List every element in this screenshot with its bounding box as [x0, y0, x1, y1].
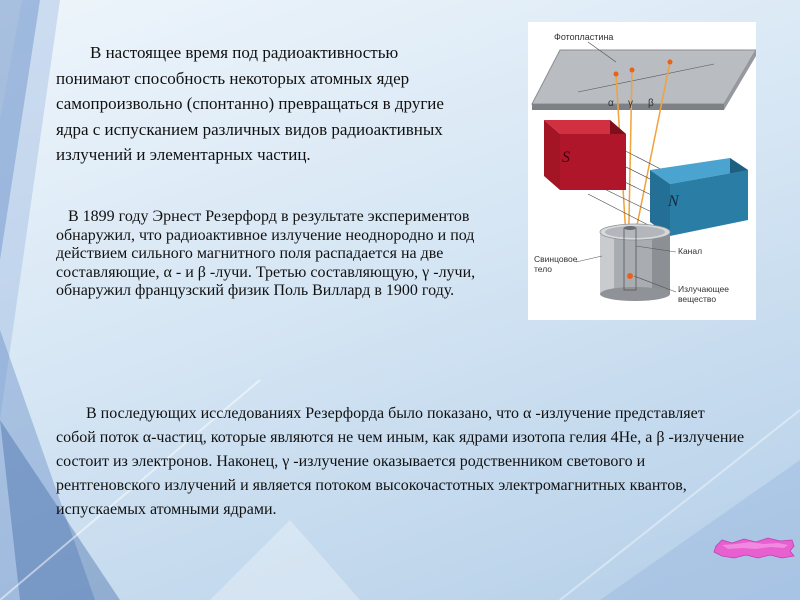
label-s: S: [562, 149, 570, 166]
label-n: N: [668, 193, 679, 210]
paragraph-rutherford-1899: В 1899 году Эрнест Резерфорд в результате экспериментов обнаружил, что радиоактивное излучение неоднородно и под действием сильного магнитного поля распадается на две составляющие, α - и β -лучи. Третью составляющую, γ -лучи, обнаружил французский физик Поль Виллард в 1900 году.: [56, 208, 476, 299]
label-source-2: вещество: [678, 294, 717, 304]
label-lead-body-2: тело: [534, 264, 553, 274]
magnet-s: [544, 120, 626, 190]
label-source-1: Излучающее: [678, 284, 730, 294]
label-alpha: α: [608, 98, 614, 109]
label-beta: β: [648, 98, 654, 109]
label-lead-body-1: Свинцовое: [534, 254, 578, 264]
rutherford-experiment-diagram: [528, 22, 756, 320]
paragraph-radioactivity-definition: В настоящее время под радиоактивностью понимают способность некоторых атомных ядер самопроизвольно (спонтанно) превращаться в другие ядра с испусканием различных видов радиоактивных излучений и элементарных частиц.: [56, 43, 444, 164]
label-gamma: γ: [628, 98, 633, 109]
next-slide-button[interactable]: [712, 536, 796, 560]
photoplate: [532, 50, 756, 104]
lead-container: [600, 224, 670, 301]
paragraph-radiation-nature: В последующих исследованиях Резерфорда было показано, что α -излучение представляет собой поток α-частиц, которые являются не чем иным, как ядрами изотопа гелия 4He, а β -излучение состоит из электронов. Наконец, γ -излучение оказывается родственником светового и рентгеновского излучений и является потоком высокочастотных электромагнитных квантов, испускаемых атомными ядрами.: [56, 405, 745, 518]
label-channel: Канал: [678, 246, 703, 256]
label-photoplate: Фотопластина: [554, 32, 614, 42]
magnet-n: [650, 158, 748, 236]
